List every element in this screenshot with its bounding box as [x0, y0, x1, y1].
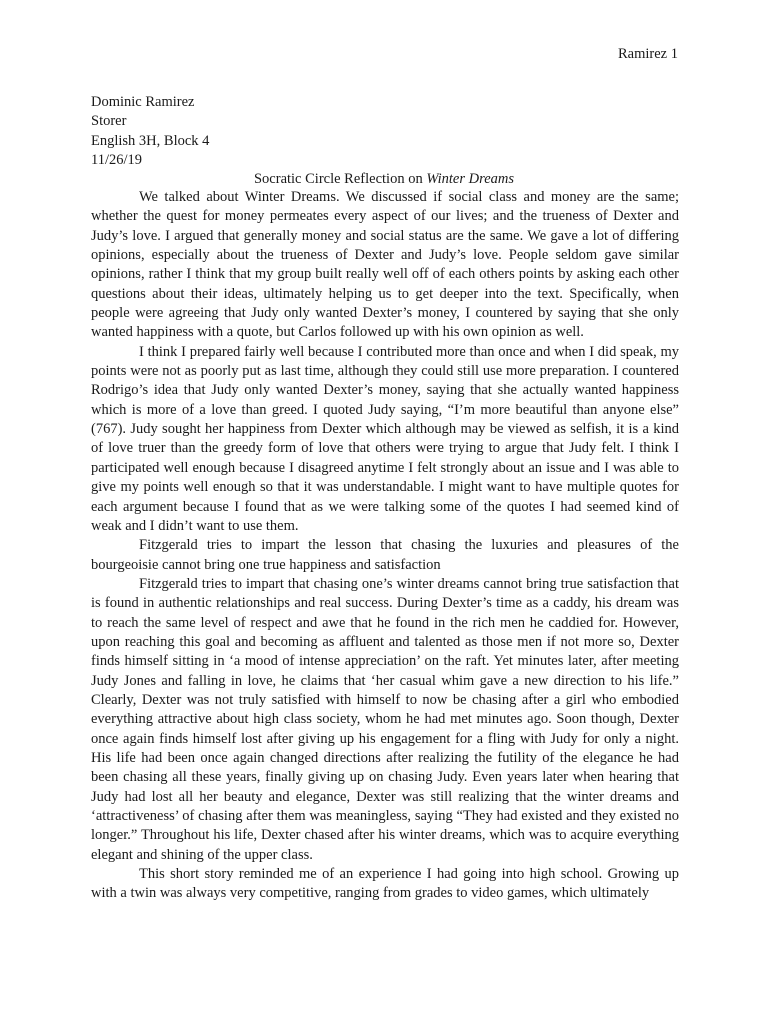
document-body: [91, 188, 679, 904]
paragraph: We talked about Winter Dreams. We discussed if social class and money are the same; whether the quest for money permeates every aspect of our lives; and the trueness of Dexter and Judy’s love. I argued that generally money and social status are the same. We gave a lot of differing opinions, especially about the trueness of Dexter and Judy’s love. People seldom gave similar opinions, rather I think that my group built really well off of each others points by asking each other questions about their ideas, ultimately helping us to get deeper into the text. Specifically, when people were agreeing that Judy only wanted Dexter’s money, I countered by saying that she only wanted happiness with a quote, but Carlos followed up with his own opinion as well.: [91, 189, 679, 341]
course-name: English 3H, Block 4: [91, 132, 210, 149]
paragraph: This short story reminded me of an experience I had going into high school. Growing up with a twin was always very competitive, ranging from grades to video games, which ultimately: [91, 866, 679, 902]
teacher-name: Storer: [91, 113, 127, 130]
mla-heading: [91, 93, 209, 170]
paragraph: Fitzgerald tries to impart that chasing one’s winter dreams cannot bring true satisfaction that is found in authentic relationships and real success. During Dexter’s time as a caddy, his dream was to reach the same level of respect and awe that he found in the rich men he caddied for. However, upon reaching this goal and becoming as affluent and talented as those men if not more so, Dexter finds himself sitting in ‘a mood of intense appreciation’ on the raft. Yet minutes later, after meeting Judy Jones and falling in love, he claims that ‘her casual whim gave a new direction to his life.” Clearly, Dexter was not truly satisfied with himself to now be chasing after a girl who embodied everything attractive about high class society, whom he had met minutes ago. Soon though, Dexter once again finds himself lost after giving up his engagement for a fling with Judy for only a night. His life had been once again changed directions after realizing the futility of the elegance he had been chasing all these years, finally giving up on chasing Judy. Even years later when hearing that Judy had lost all her beauty and elegance, Dexter was still realizing that the winter dreams and ‘attractiveness’ of chasing after them was meaningless, saying “They had existed and they existed no longer.” Throughout his life, Dexter chased after his winter dreams, which was to acquire everything elegant and shining of the upper class.: [91, 575, 679, 863]
page-header: Ramirez 1: [618, 46, 678, 62]
date: 11/26/19: [91, 151, 143, 168]
paragraph: I think I prepared fairly well because I contributed more than once and when I did speak, my points were not as poorly put as last time, although they could still use more preparation. I countered Rodrigo’s idea that Judy only wanted Dexter’s money, saying that she actually wanted happiness which is more of a love than greed. I quoted Judy saying, “I’m more beautiful than anyone else” (767). Judy sought her happiness from Dexter which although may be viewed as selfish, it is a kind of love truer than the greedy form of love that others were trying to argue that Judy felt. I think I participated well enough because I disagreed anytime I felt strongly about an issue and I was able to give my points well enough so that it was understandable. I might want to have multiple quotes for each argument because I found that as we were talking some of the quotes I had seemed kind of weak and I didn’t want to use them.: [91, 343, 679, 534]
title-work-name: Winter Dreams: [426, 171, 514, 187]
author-name: Dominic Ramirez: [91, 94, 195, 110]
paragraph: Fitzgerald tries to impart the lesson that chasing the luxuries and pleasures of the bourgeoisie cannot bring one true happiness and satisfaction: [91, 537, 679, 573]
document-title: [0, 170, 768, 189]
title-text: Socratic Circle Reflection on: [253, 171, 427, 187]
